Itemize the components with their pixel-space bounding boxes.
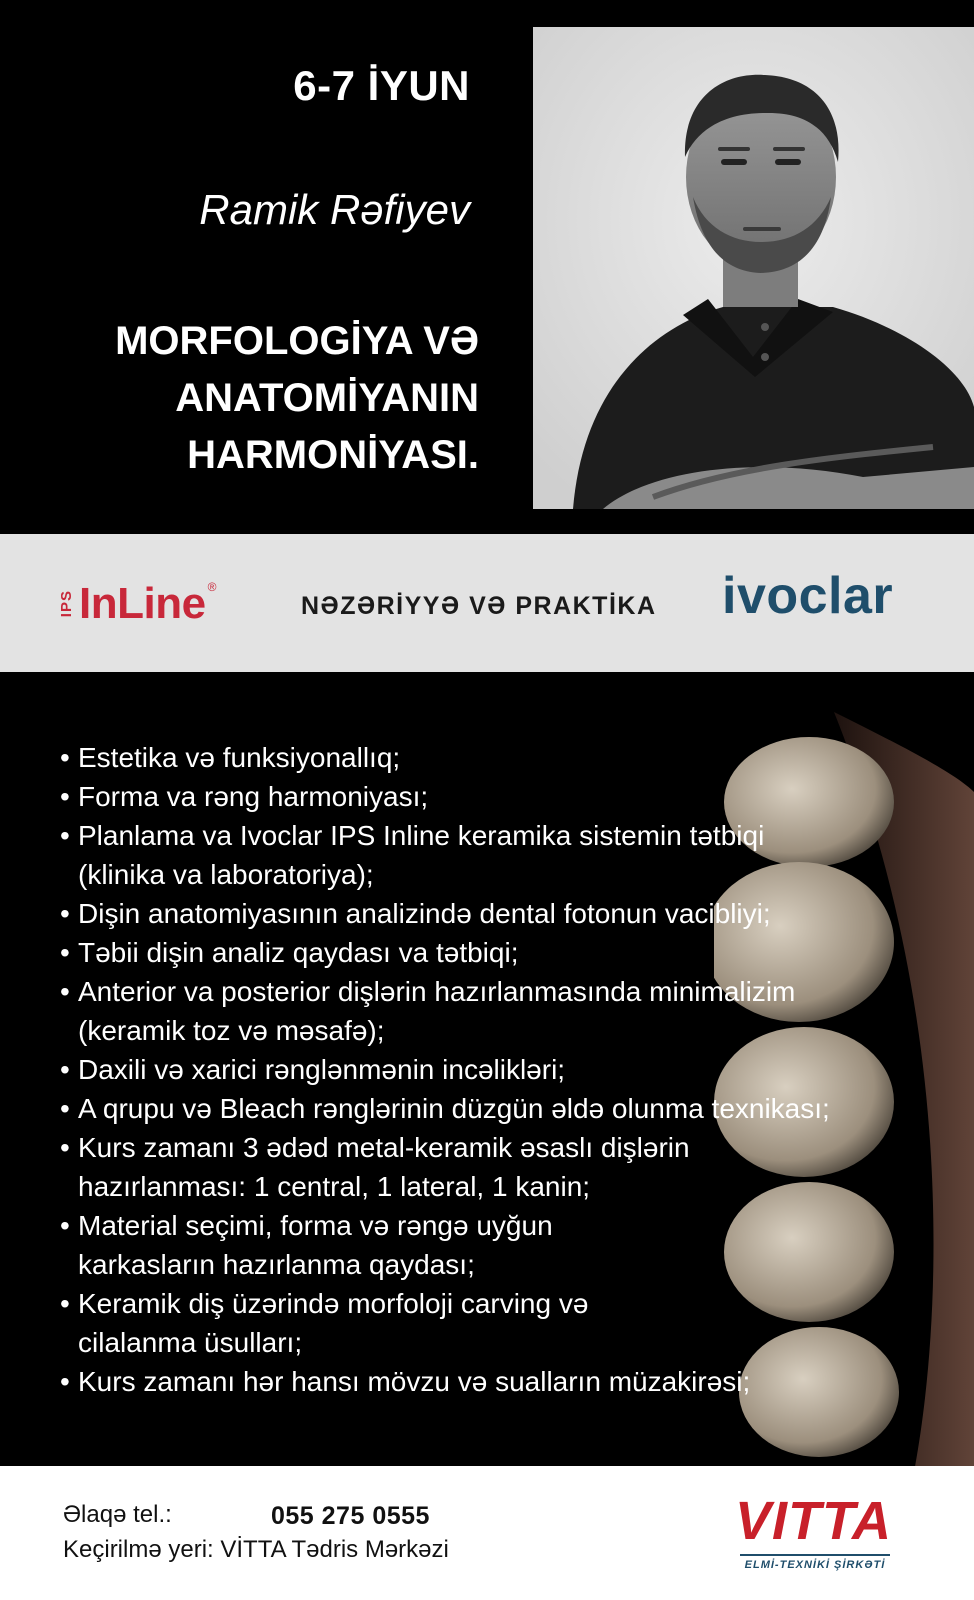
course-title: [115, 313, 479, 484]
contact-phone[interactable]: 055 275 0555: [271, 1502, 430, 1530]
venue-text: Keçirilmə yeri: VİTTA Tədris Mərkəzi: [63, 1536, 449, 1563]
contact-label: Əlaqə tel.:: [63, 1501, 172, 1528]
list-item: • Keramik diş üzərində morfoloji carving və cilalanma üsulları;: [60, 1284, 830, 1362]
ips-prefix: IPS: [58, 590, 75, 618]
list-item: • Kurs zamanı 3 ədəd metal-keramik əsaslı dişlərin hazırlanması: 1 central, 1 lateral, 1 kanin;: [60, 1128, 830, 1206]
band-subtitle: NƏZƏRİYYƏ VƏ PRAKTİKA: [301, 592, 657, 620]
list-item: • A qrupu və Bleach rənglərinin düzgün əldə olunma texnikası;: [60, 1089, 830, 1128]
topics-section: [0, 672, 974, 1466]
list-item: • Forma va rəng harmoniyası;: [60, 777, 830, 816]
brand-band: [0, 534, 974, 672]
speaker-photo: [533, 27, 974, 509]
course-title-line: HARMONİYASI.: [187, 433, 479, 477]
course-title-line: ANATOMİYANIN: [175, 376, 479, 420]
ivoclar-logo: ivoclar: [722, 567, 894, 625]
list-item: • Daxili və xarici rənglənmənin incəlikləri;: [60, 1050, 830, 1089]
vitta-logo: VITTA: [735, 1491, 892, 1551]
hero-section: [0, 0, 974, 534]
ips-inline-logo: [58, 574, 216, 634]
list-item: • Estetika və funksiyonallıq;: [60, 738, 830, 777]
list-item: • Dişin anatomiyasının analizində dental fotonun vacibliyi;: [60, 894, 830, 933]
footer: [0, 1466, 974, 1600]
list-item: • Planlama va Ivoclar IPS Inline keramika sistemin tətbiqi (klinika va laboratoriya);: [60, 816, 830, 894]
vitta-logo-subtitle: ELMİ-TEXNİKİ ŞİRKƏTİ: [740, 1554, 890, 1571]
inline-wordmark: InLine: [79, 579, 206, 628]
course-title-line: MORFOLOGİYA VƏ: [115, 319, 479, 363]
list-item: • Kurs zamanı hər hansı mövzu və sualların müzakirəsi;: [60, 1362, 830, 1401]
registered-mark: ®: [207, 580, 217, 594]
list-item: • Təbii dişin analiz qaydası va tətbiqi;: [60, 933, 830, 972]
list-item: • Anterior va posterior dişlərin hazırlanmasında minimalizim (keramik toz və məsafə);: [60, 972, 830, 1050]
event-date: 6-7 İYUN: [293, 62, 470, 109]
topic-list: [60, 738, 830, 1401]
list-item: • Material seçimi, forma və rəngə uyğun karkasların hazırlanma qaydası;: [60, 1206, 830, 1284]
speaker-name: Ramik Rəfiyev: [199, 186, 470, 233]
